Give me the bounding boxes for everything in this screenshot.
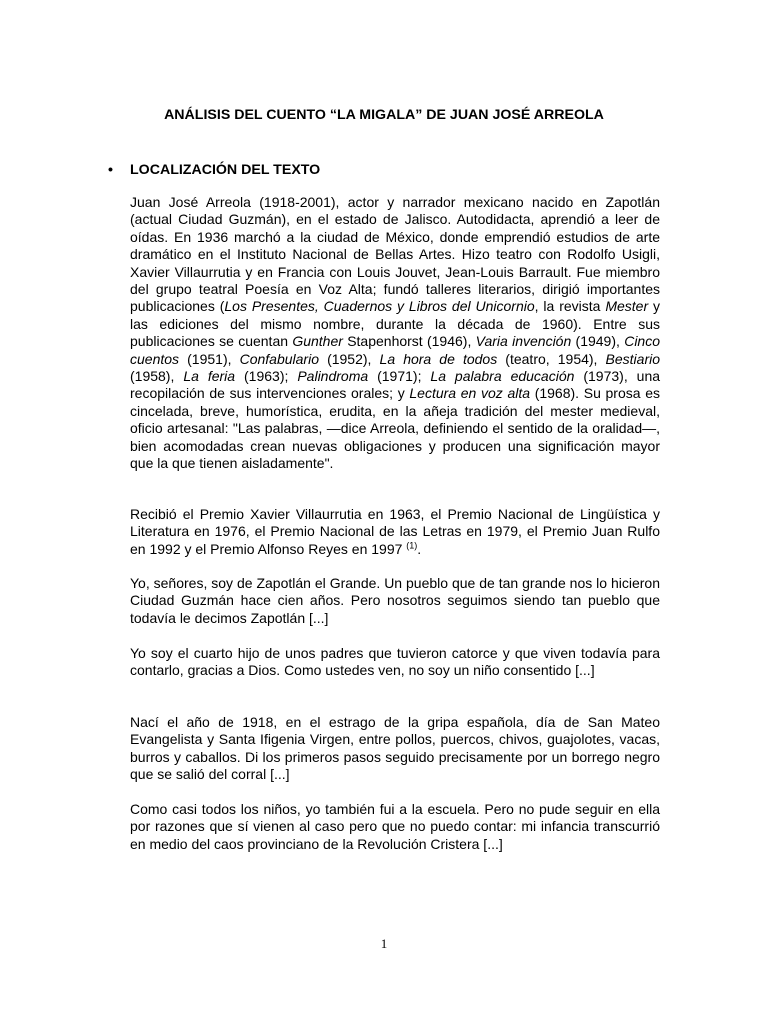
italic-title-run: La feria [183,368,236,385]
italic-title-run: Los Presentes, Cuadernos y Libros del Unicornio [224,298,535,315]
bullet-icon: • [108,162,113,178]
text-run: Juan José Arreola (1918-2001), actor y narrador mexicano nacido en Zapotlán (actual Ciudad Guzmán), en el estado de Jalisco. Autodidacta, aprendió a leer de oídas. En 1936 marchó a la ciudad de México, donde emprendió estudios de arte dramático en el Instituto Nacional de Bellas Artes. Hizo teatro con Rodolfo Usigli, Xavier Villaurrutia y en Francia con Louis Jouvet, Jean-Louis Barrault. Fue miembro del grupo teatral Poesía en Voz Alta; fundó talleres literarios, dirigió importantes publicaciones ( [130,194,660,315]
text-run: (1973), una recopilación de sus intervenciones orales; y [130,368,661,402]
italic-title-run: Mester [605,298,649,315]
document-title: ANÁLISIS DEL CUENTO “LA MIGALA” DE JUAN JOSÉ ARREOLA [164,107,604,123]
paragraph-awards [130,506,660,558]
text-run: , la revista [534,298,606,315]
italic-title-run: Lectura en voz alta [409,385,531,402]
awards-text: Recibió el Premio Xavier Villaurrutia en 1963, el Premio Nacional de Lingüística y Literatura en 1976, el Premio Nacional de las Letras en 1979, el Premio Juan Rulfo en 1992 y el Premio Alfonso Reyes en 1997 [130,506,660,557]
text-run: (1949), [571,333,625,350]
paragraph-quote-2: Yo soy el cuarto hijo de unos padres que tuvieron catorce y que viven todavía para contarlo, gracias a Dios. Como ustedes ven, no soy un niño consentido [...] [130,645,660,679]
italic-title-run: Bestiario [605,350,661,367]
section-heading-text: LOCALIZACIÓN DEL TEXTO [130,162,321,178]
paragraph-biography [130,194,660,473]
text-run: (1968). Su prosa es cincelada, breve, humorística, erudita, en la añeja tradición del mester medieval, oficio artesanal: "Las palabras, —dice Arreola, definiendo el sentido de la oralidad—, bien acomodadas crean nuevas obligaciones y producen una significación mayor que la que tienen aisladamente". [130,385,660,472]
text-run: Stapenhorst (1946), [342,333,476,350]
text-run: (1958), [130,368,184,385]
text-run: (teatro, 1954), [497,350,606,367]
paragraph-quote-1: Yo, señores, soy de Zapotlán el Grande. Un pueblo que de tan grande nos lo hicieron Ciudad Guzmán hace cien años. Pero nosotros seguimos siendo tan pueblo que todavía le decimos Zapotlán [...] [130,575,660,626]
text-run: (1951), [179,350,240,367]
text-run: (1971); [368,368,431,385]
footnote-marker: (1) [406,540,418,551]
text-run: (1952), [318,350,380,367]
text-run: (1963); [235,368,298,385]
italic-title-run: Palindroma [297,368,369,385]
paragraph-quote-3: Nací el año de 1918, en el estrago de la gripa española, día de San Mateo Evangelista y Santa Ifigenia Virgen, entre pollos, puercos, chivos, guajolotes, vacas, burros y caballos. Di los primeros pasos seguido precisamente por un borrego negro que se salió del corral [...] [130,714,660,783]
text-run: y las ediciones del mismo nombre, durante la década de 1960). Entre sus publicaciones se cuentan [130,298,661,350]
italic-title-run: Cinco cuentos [130,333,660,367]
italic-title-run: La palabra educación [430,368,575,385]
italic-title-run: Gunther [292,333,343,350]
italic-title-run: La hora de todos [379,350,498,367]
page-number: 1 [380,936,388,951]
italic-title-run: Varia invención [475,333,572,350]
section-heading [108,162,320,178]
awards-text-end: . [417,540,422,557]
italic-title-run: Confabulario [239,350,319,367]
paragraph-quote-4: Como casi todos los niños, yo también fui a la escuela. Pero no pude seguir en ella por razones que sí vienen al caso pero que no puedo contar: mi infancia transcurrió en medio del caos provinciano de la Revolución Cristera [...] [130,801,660,852]
